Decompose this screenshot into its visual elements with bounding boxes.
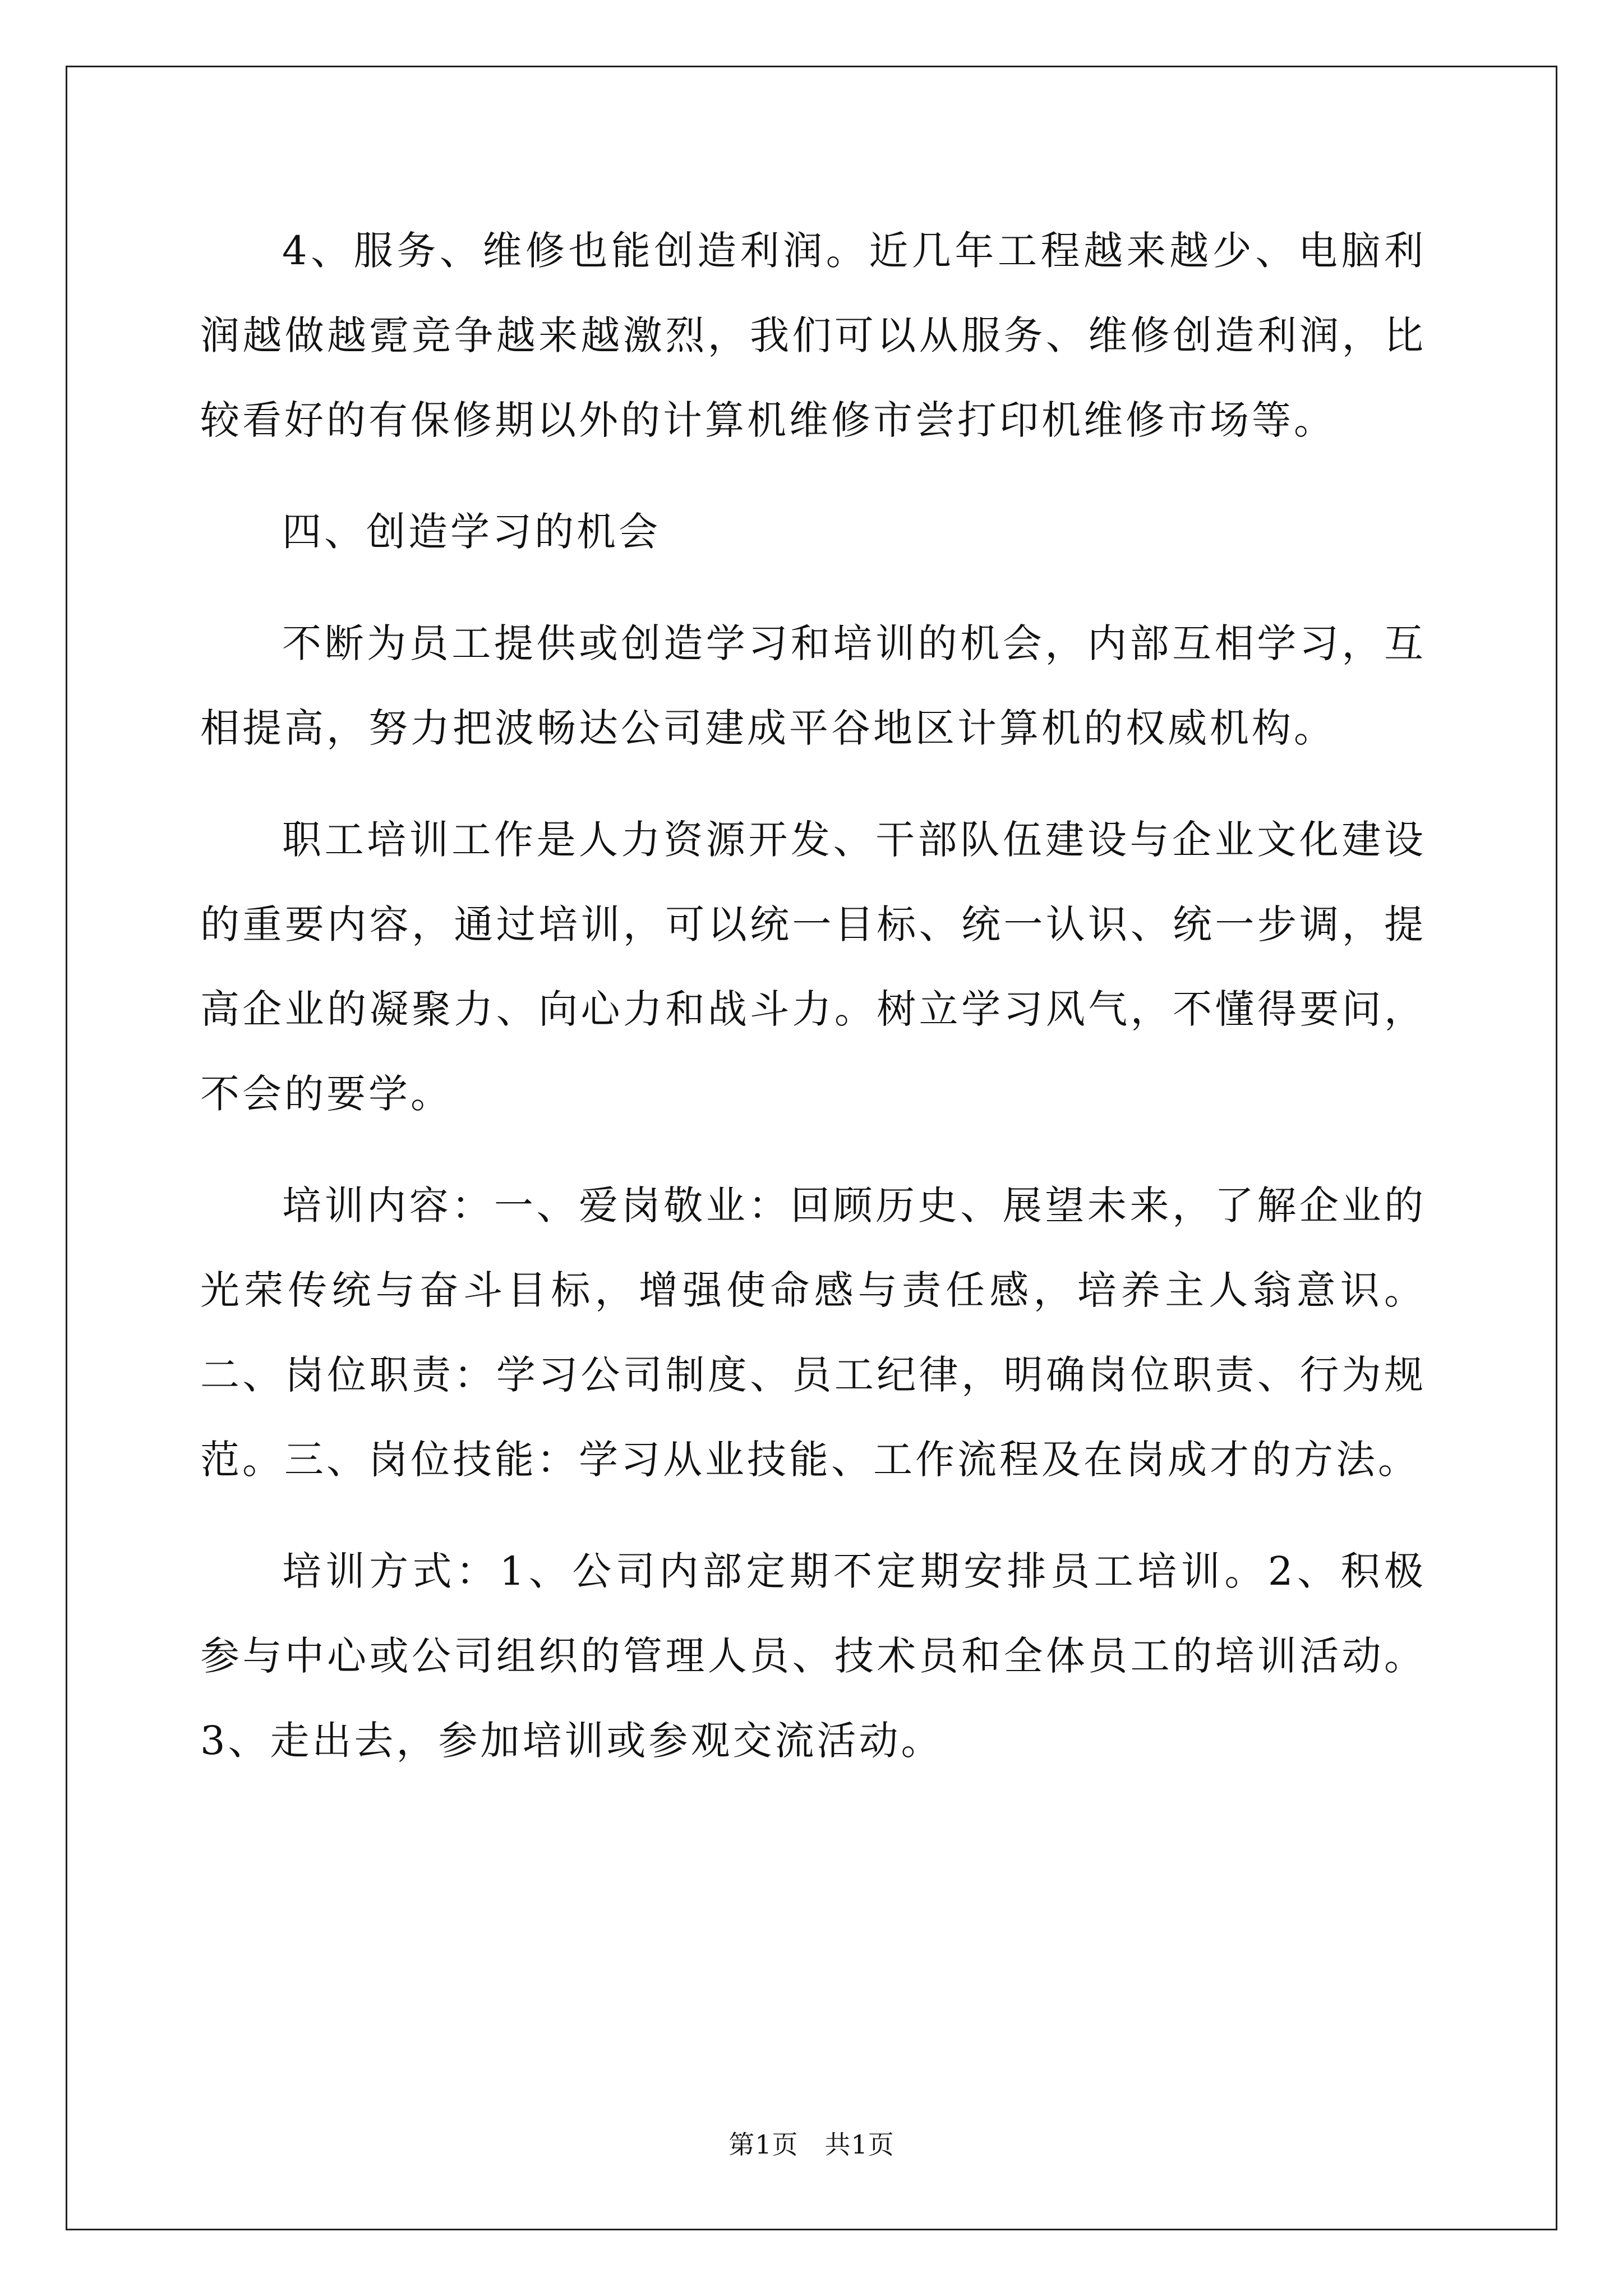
page-number: 第1页 <box>728 2129 799 2160</box>
paragraph-staff-training: 职工培训工作是人力资源开发、干部队伍建设与企业文化建设的重要内容，通过培训，可以统一目标、统一认识、统一步调，提高企业的凝聚力、向心力和战斗力。树立学习风气，不懂得要问，不会的要学。 <box>200 817 1426 1117</box>
paragraph-training-content: 培训内容：一、爱岗敬业：回顾历史、展望未来，了解企业的光荣传统与奋斗目标，增强使命感与责任感，培养主人翁意识。二、岗位职责：学习公司制度、员工纪律，明确岗位职责、行为规范。三、岗位技能：学习从业技能、工作流程及在岗成才的方法。 <box>200 1182 1426 1483</box>
paragraph-learning-opportunity: 不断为员工提供或创造学习和培训的机会，内部互相学习，互相提高，努力把波畅达公司建成平谷地区计算机的权威机构。 <box>200 620 1426 751</box>
page-footer <box>0 2128 1623 2161</box>
footer-separator <box>799 2129 825 2160</box>
section-heading-learning: 四、创造学习的机会 <box>282 509 661 555</box>
paragraph-training-method: 培训方式：1、公司内部定期不定期安排员工培训。2、积极参与中心或公司组织的管理人员、技术员和全体员工的培训活动。3、走出去，参加培训或参观交流活动。 <box>200 1548 1426 1764</box>
page-total: 共1页 <box>824 2129 895 2160</box>
paragraph-service-profit: 4、服务、维修也能创造利润。近几年工程越来越少、电脑利润越做越霓竞争越来越激烈，我们可以从服务、维修创造利润，比较看好的有保修期以外的计算机维修市尝打印机维修市场等。 <box>200 228 1426 443</box>
document-body <box>200 209 1426 1810</box>
